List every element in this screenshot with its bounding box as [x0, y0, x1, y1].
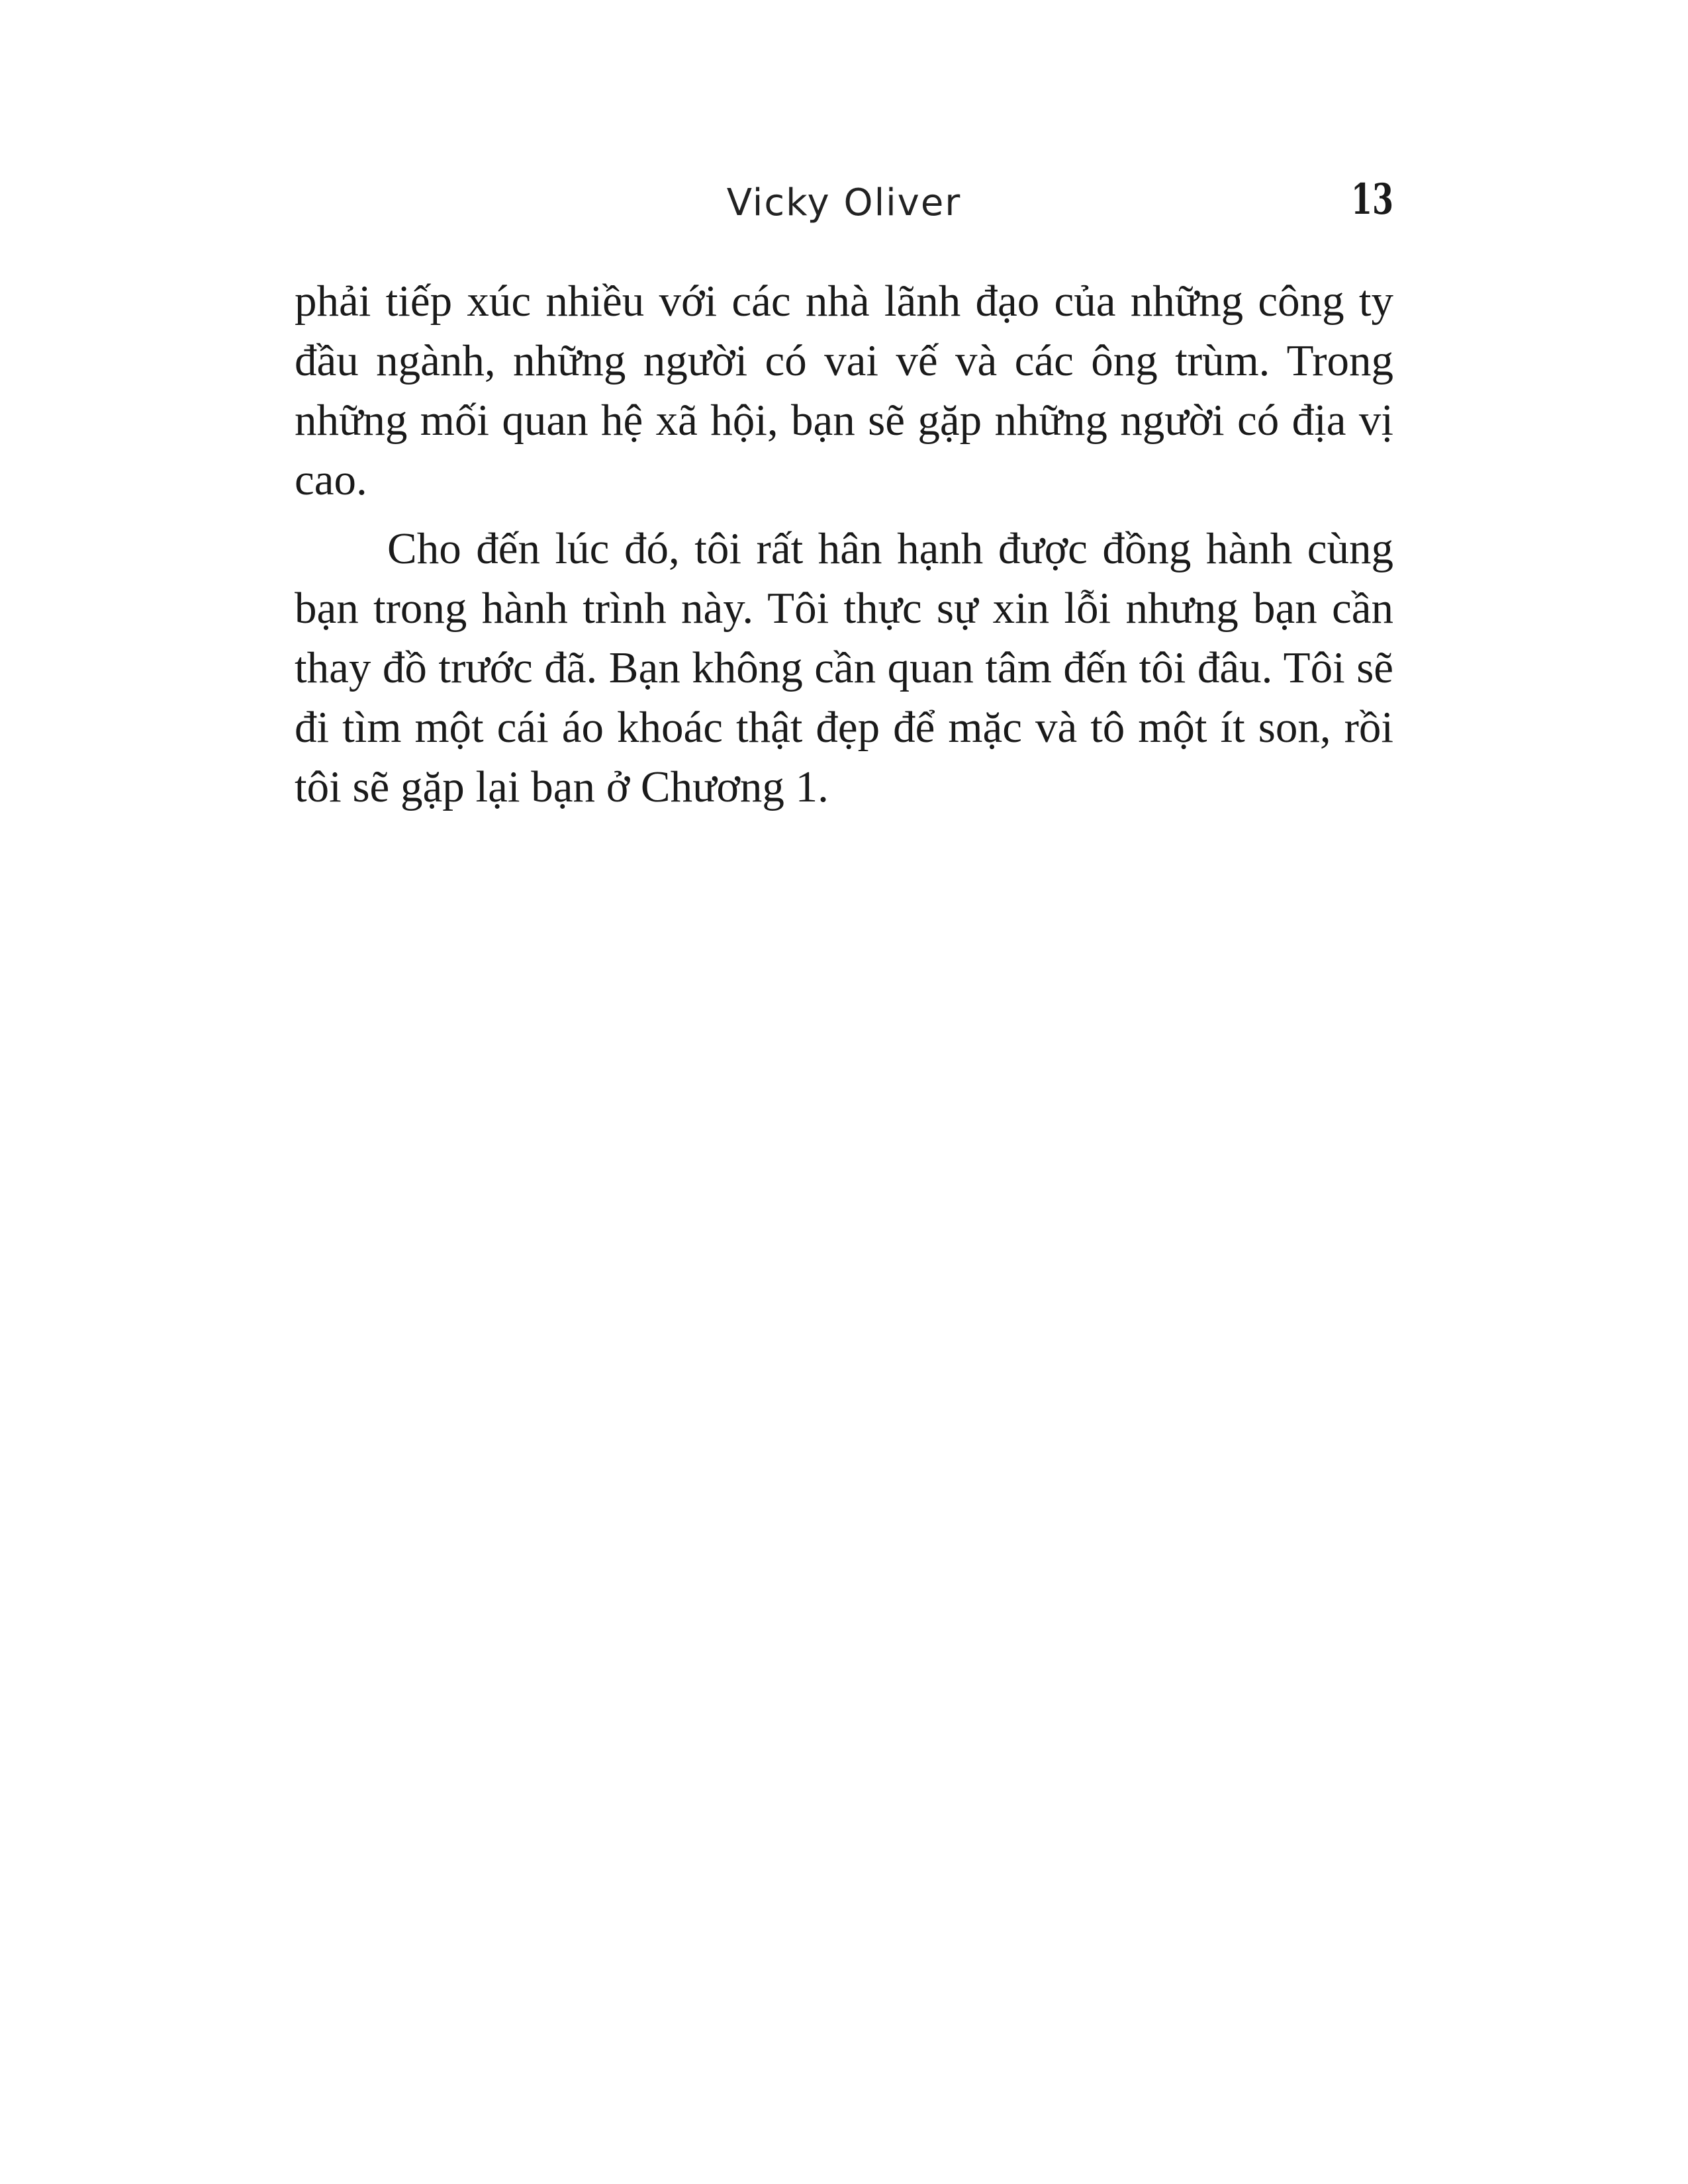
running-head-author: Vicky Oliver — [726, 181, 962, 224]
running-header — [295, 173, 1393, 240]
paragraph: Cho đến lúc đó, tôi rất hân hạnh được đồng hành cùng bạn trong hành trình này. Tôi thực sự xin lỗi nhưng bạn cần thay đồ trước đã. Bạn không cần quan tâm đến tôi đâu. Tôi sẽ đi tìm một cái áo khoác thật đẹp để mặc và tô một ít son, rồi tôi sẽ gặp lại bạn ở Chương 1. — [295, 524, 1393, 811]
page-number: 13 — [1350, 175, 1393, 224]
paragraph-continued: phải tiếp xúc nhiều với các nhà lãnh đạo của những công ty đầu ngành, những người có vai vế và các ông trùm. Trong những mối quan hệ xã hội, bạn sẽ gặp những người có địa vị cao. — [295, 277, 1393, 504]
body-text — [295, 271, 1393, 817]
